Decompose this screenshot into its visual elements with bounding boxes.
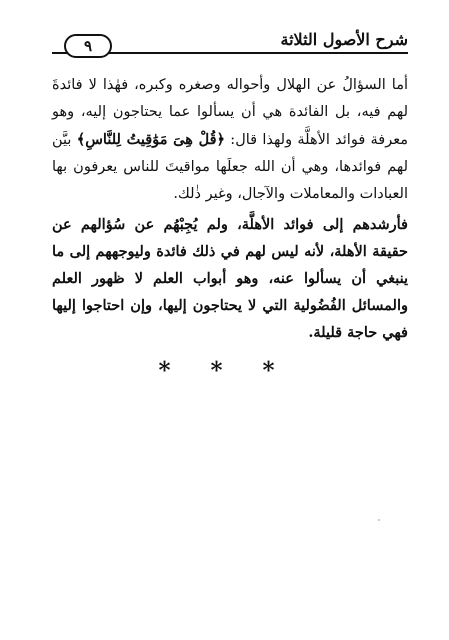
page-content: [52, 72, 408, 346]
page-header: [52, 30, 408, 60]
paragraph-1-before: أما السؤالُ عن الهلال وأحواله وصغره وكبره، فهٰذا لا فائدةَ لهم فيه، بل الفائدة هي أن يسألوا عما يحتاجون إليه، وهو معرفة فوائد الأهلَّة ولهذا قال:: [52, 77, 408, 148]
scan-dot: [378, 519, 380, 521]
section-separator: * * *: [158, 357, 291, 384]
paragraph-2: فأرشدهم إلى فوائد الأهلَّة، ولم يُجِبْهُم عن سُؤالهم عن حقيقة الأهلة، لأنه ليس لهم في ذلك فائدة وليوجههم إلى ما ينبغي أن يسألوا عنه، وهو أبواب العلم لا ظهور العلم والمسائل الفُضُولية التي لا يحتاجون إليها، وإن احتاجوا إليها فهي حاجة قليلة.: [52, 216, 408, 341]
paragraph-1: [52, 72, 408, 208]
paragraph-1-after: بيَّن لهم فوائدها، وهي أن الله جعلَها مواقيتَ للناس يعرفون بها العبادات والمعاملات والآجال، وغير ذٰلك.: [52, 132, 408, 202]
book-title: شرح الأصول الثلاثة: [280, 30, 408, 49]
page-number: ٩: [83, 36, 93, 55]
quran-quote: ﴿قُلْ هِىَ مَوَٰقِيتُ لِلنَّاسِ﴾: [76, 131, 226, 148]
page-number-badge: [64, 34, 112, 58]
